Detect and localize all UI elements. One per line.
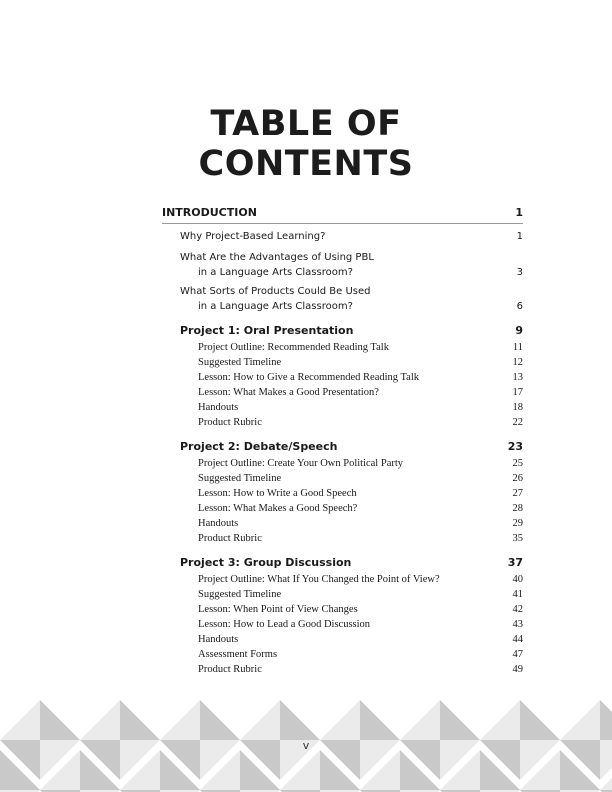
toc-entry[interactable] — [162, 370, 523, 385]
toc-entry[interactable] — [162, 516, 523, 531]
toc-entry[interactable] — [162, 632, 523, 647]
entry-page-number: 41 — [512, 589, 523, 600]
entry-label: Handouts — [198, 402, 239, 413]
project-page-number: 9 — [515, 324, 523, 337]
diamond-facet — [160, 700, 200, 740]
project-page-number: 37 — [507, 556, 523, 569]
table-of-contents — [162, 206, 523, 677]
diamond-facet — [240, 700, 280, 740]
diamond-facet — [0, 700, 40, 740]
toc-project-heading[interactable] — [162, 556, 523, 572]
entry-label: Why Project-Based Learning? — [180, 231, 326, 242]
toc-entry[interactable] — [162, 662, 523, 677]
diamond-facet — [360, 700, 400, 740]
entry-label: Project Outline: What If You Changed the Point of View? — [198, 574, 440, 585]
entry-page-number: 43 — [512, 619, 523, 630]
entry-label: What Are the Advantages of Using PBL — [180, 252, 374, 263]
toc-project-heading[interactable] — [162, 440, 523, 456]
entry-page-number: 26 — [512, 473, 523, 484]
diamond-facet — [280, 700, 320, 740]
entry-page-number: 17 — [512, 387, 523, 398]
diamond-facet — [80, 700, 120, 740]
diamond-facet — [520, 700, 560, 740]
project-page-number: 23 — [507, 440, 523, 453]
diamond-facet — [320, 700, 360, 740]
toc-entry[interactable] — [162, 572, 523, 587]
diamond-facet — [200, 700, 240, 740]
entry-page-number: 27 — [512, 488, 523, 499]
entry-page-number: 12 — [512, 357, 523, 368]
toc-section-introduction[interactable] — [162, 206, 523, 224]
title-line-1: TABLE OF — [210, 104, 402, 144]
toc-project-heading[interactable] — [162, 324, 523, 340]
entry-page-number: 35 — [512, 533, 523, 544]
entry-label-continued: in a Language Arts Classroom? — [198, 267, 353, 278]
entry-label: Lesson: What Makes a Good Presentation? — [198, 387, 379, 398]
entry-page-number: 44 — [512, 634, 523, 645]
toc-entry[interactable] — [162, 250, 523, 280]
page-number: v — [302, 739, 310, 752]
toc-entry[interactable] — [162, 400, 523, 415]
diamond-facet — [600, 700, 612, 740]
toc-entry[interactable] — [162, 531, 523, 546]
entry-label: Lesson: How to Give a Recommended Reading Talk — [198, 372, 419, 383]
toc-entry[interactable] — [162, 456, 523, 471]
toc-entry[interactable] — [162, 415, 523, 430]
entry-label: Project Outline: Create Your Own Political Party — [198, 458, 404, 469]
toc-entry[interactable] — [162, 385, 523, 400]
toc-entry[interactable] — [162, 355, 523, 370]
entry-label: Handouts — [198, 518, 239, 529]
entry-page-number: 3 — [516, 267, 523, 278]
entry-label: Lesson: What Makes a Good Speech? — [198, 503, 358, 514]
toc-entry[interactable] — [162, 471, 523, 486]
entry-label: Lesson: How to Write a Good Speech — [198, 488, 357, 499]
diamond-facet — [120, 700, 160, 740]
diamond-facet — [400, 700, 440, 740]
toc-entry[interactable] — [162, 340, 523, 355]
diamond-facet — [440, 700, 480, 740]
entry-page-number: 18 — [512, 402, 523, 413]
entry-page-number: 25 — [512, 458, 523, 469]
entry-page-number: 11 — [512, 342, 523, 353]
project-label: Project 1: Oral Presentation — [180, 324, 354, 337]
entry-label: Suggested Timeline — [198, 589, 282, 600]
entry-page-number: 6 — [516, 301, 523, 312]
entry-page-number: 49 — [512, 664, 523, 675]
section-label: INTRODUCTION — [162, 206, 257, 219]
entry-page-number: 1 — [516, 231, 523, 242]
toc-entry[interactable] — [162, 486, 523, 501]
entry-page-number: 13 — [512, 372, 523, 383]
entry-label: Product Rubric — [198, 533, 262, 544]
toc-entry[interactable] — [162, 617, 523, 632]
entry-page-number: 29 — [512, 518, 523, 529]
entry-page-number: 40 — [512, 574, 523, 585]
toc-entry[interactable] — [162, 227, 523, 247]
entry-label: Suggested Timeline — [198, 357, 282, 368]
page-title — [0, 104, 612, 184]
entry-label: What Sorts of Products Could Be Used — [180, 286, 371, 297]
entry-label: Lesson: How to Lead a Good Discussion — [198, 619, 371, 630]
entry-page-number: 22 — [512, 417, 523, 428]
project-label: Project 3: Group Discussion — [180, 556, 352, 569]
toc-entry[interactable] — [162, 647, 523, 662]
diamond-facet — [480, 700, 520, 740]
entry-page-number: 28 — [512, 503, 523, 514]
title-line-2: CONTENTS — [198, 144, 414, 184]
entry-label: Handouts — [198, 634, 239, 645]
entry-label: Product Rubric — [198, 417, 262, 428]
entry-label: Lesson: When Point of View Changes — [198, 604, 358, 615]
diamond-facet — [560, 700, 600, 740]
toc-entry[interactable] — [162, 602, 523, 617]
project-label: Project 2: Debate/Speech — [180, 440, 338, 453]
entry-label: Suggested Timeline — [198, 473, 282, 484]
entry-page-number: 47 — [512, 649, 523, 660]
diamond-facet — [40, 700, 80, 740]
toc-entry[interactable] — [162, 587, 523, 602]
entry-label: Project Outline: Recommended Reading Talk — [198, 342, 389, 353]
entry-label-continued: in a Language Arts Classroom? — [198, 301, 353, 312]
entry-label: Assessment Forms — [198, 649, 278, 660]
entry-page-number: 42 — [512, 604, 523, 615]
toc-entry[interactable] — [162, 284, 523, 314]
toc-entry[interactable] — [162, 501, 523, 516]
section-page-number: 1 — [515, 206, 523, 219]
entry-label: Product Rubric — [198, 664, 262, 675]
